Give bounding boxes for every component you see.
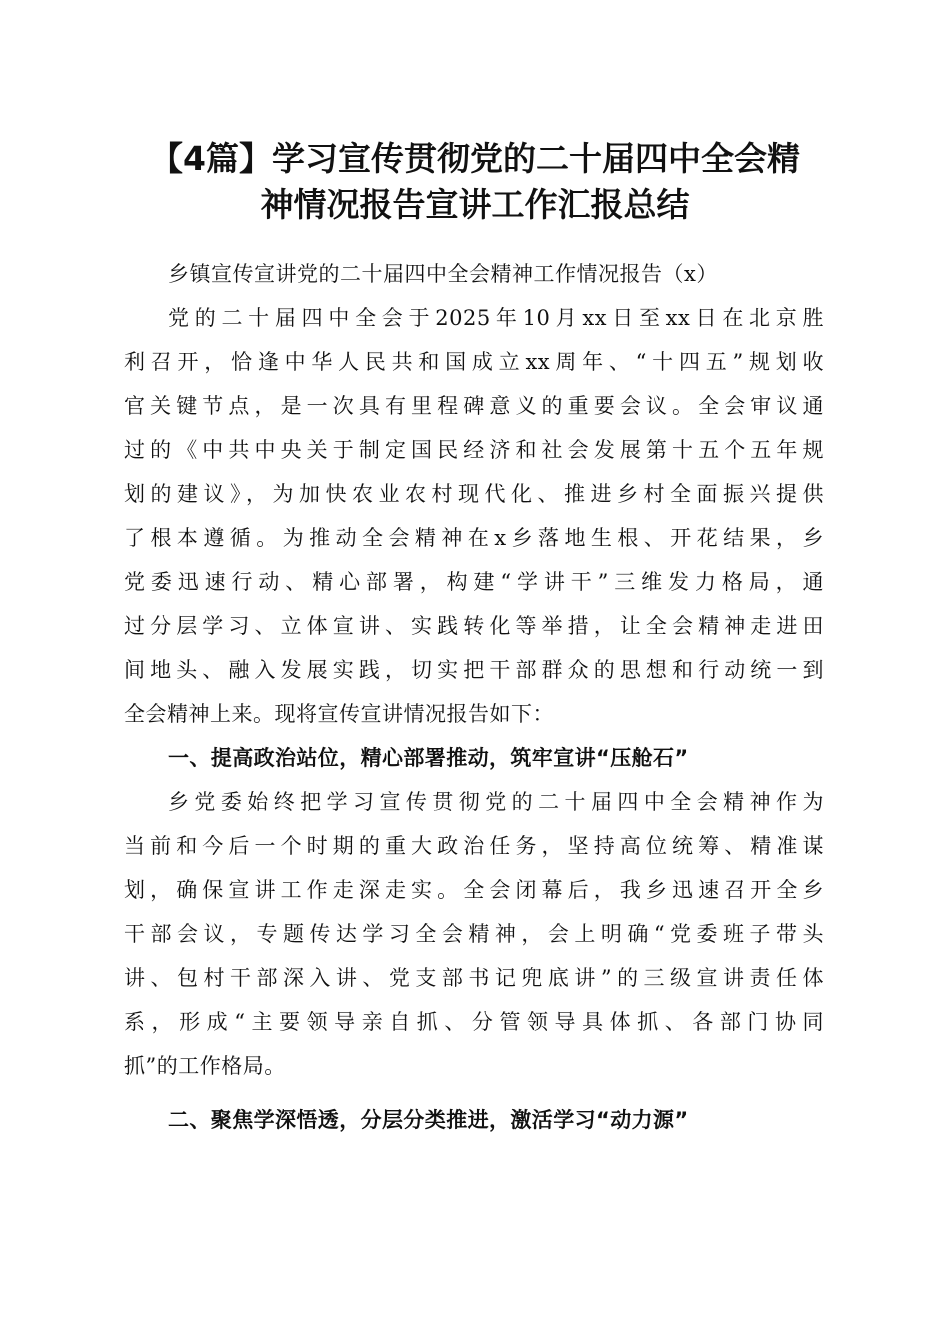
intro-line: 划的建议》，为加快农业农村现代化、推进乡村全面振兴提供 (124, 482, 824, 506)
title-line-2: 神情况报告宣讲工作汇报总结 (260, 185, 690, 224)
intro-line: 全会精神上来。现将宣传宣讲情况报告如下： (124, 702, 554, 726)
report-subtitle (124, 252, 824, 296)
intro-line: 了根本遵循。为推动全会精神在x乡落地生根、开花结果，乡 (124, 526, 824, 550)
intro-line: 间地头、融入发展实践，切实把干部群众的思想和行动统一到 (124, 658, 824, 682)
title-line-1: 【4篇】学习宣传贯彻党的二十届四中全会精 (150, 139, 800, 178)
section-1-line: 干部会议，专题传达学习全会精神，会上明确“党委班子带头 (124, 922, 824, 946)
intro-line: 过的《中共中央关于制定国民经济和社会发展第十五个五年规 (124, 438, 824, 462)
section-2-heading (124, 1098, 824, 1142)
section-1-paragraph (124, 780, 824, 1088)
section-1-line: 乡党委始终把学习宣传贯彻党的二十届四中全会精神作为 (168, 790, 824, 814)
section-1-heading-text: 一、提高政治站位，精心部署推动，筑牢宣讲“压舱石” (168, 746, 689, 770)
section-1-heading (124, 736, 824, 780)
section-1-line: 划，确保宣讲工作走深走实。全会闭幕后，我乡迅速召开全乡 (124, 878, 824, 902)
section-1-line: 讲、包村干部深入讲、党支部书记兜底讲”的三级宣讲责任体 (124, 966, 824, 990)
intro-line: 党委迅速行动、精心部署，构建“学讲干”三维发力格局，通 (124, 570, 824, 594)
section-1-line: 系，形成“主要领导亲自抓、分管领导具体抓、各部门协同 (124, 1010, 824, 1034)
document-title (100, 136, 850, 228)
report-subtitle-text: 乡镇宣传宣讲党的二十届四中全会精神工作情况报告（x） (168, 262, 718, 286)
document-body (124, 252, 824, 1142)
intro-line: 利召开，恰逢中华人民共和国成立xx周年、“十四五”规划收 (124, 350, 824, 374)
section-gap (124, 1088, 824, 1098)
section-1-line: 当前和今后一个时期的重大政治任务，坚持高位统筹、精准谋 (124, 834, 824, 858)
section-1-line: 抓”的工作格局。 (124, 1054, 286, 1078)
intro-line: 党的二十届四中全会于2025年10月xx日至xx日在北京胜 (168, 306, 824, 330)
intro-line: 官关键节点，是一次具有里程碑意义的重要会议。全会审议通 (124, 394, 824, 418)
intro-line: 过分层学习、立体宣讲、实践转化等举措，让全会精神走进田 (124, 614, 824, 638)
section-2-heading-text: 二、聚焦学深悟透，分层分类推进，激活学习“动力源” (168, 1108, 689, 1132)
intro-paragraph (124, 296, 824, 736)
